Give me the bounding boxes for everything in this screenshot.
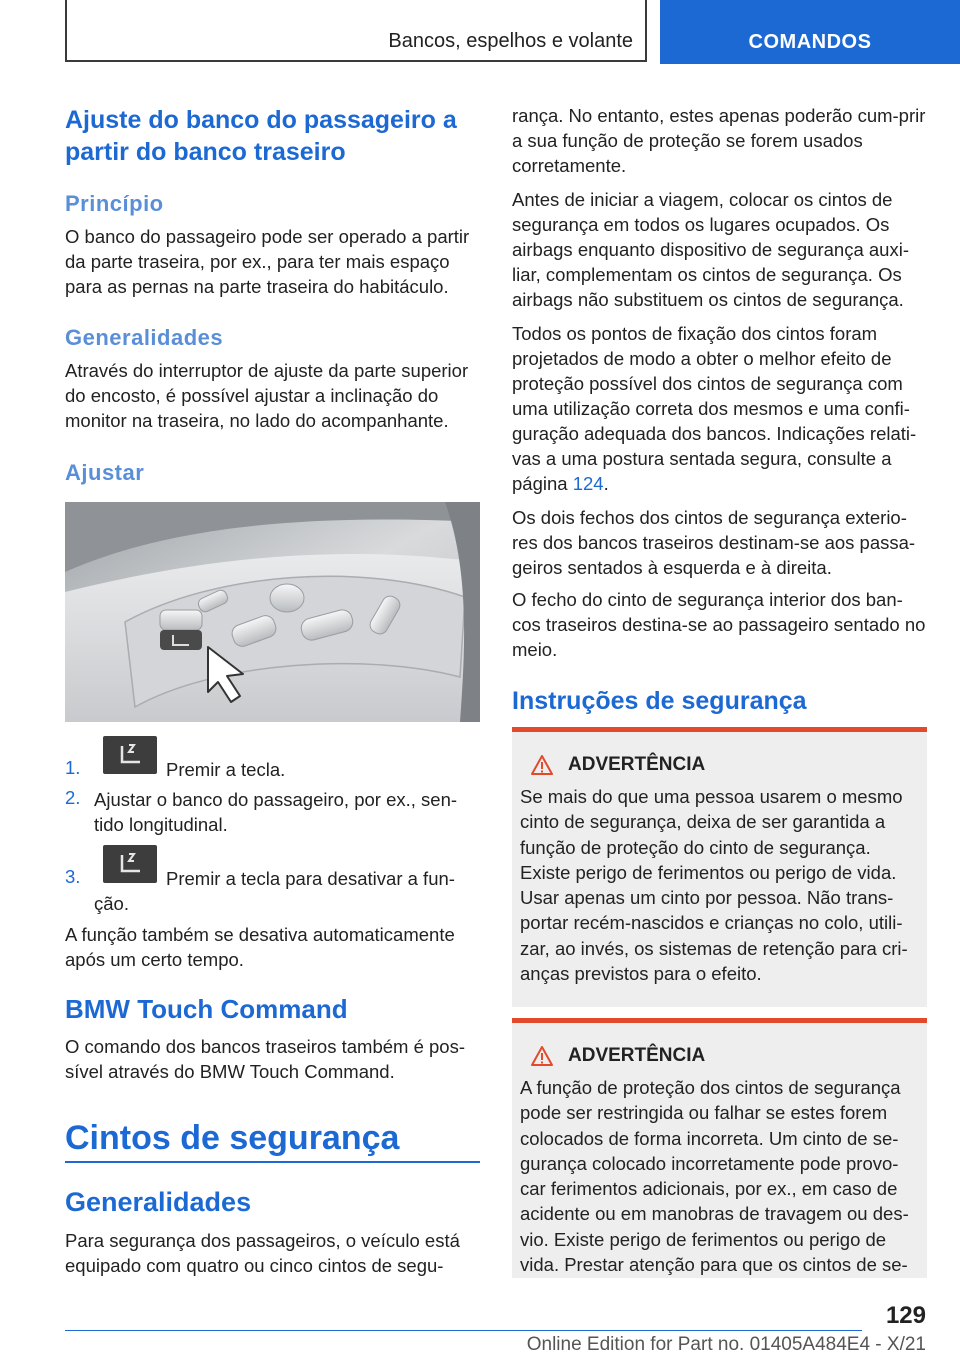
warning-text-1: Se mais do que uma pessoa usarem o mesmo cinto de segurança, deixa de ser garantida a função de proteção do cinto de segurança. Existe perigo de ferimentos ou perigo de vida. Usar apenas um cinto por pessoa. Não trans‐portar recém-nascidos e crianças no colo, utili‐zar, ao invés, os sistemas de retenção para cri‐anças previstos para o efeito.: [520, 786, 908, 985]
step-number-3: 3.: [65, 866, 81, 887]
warning-title-1-text: ADVERTÊNCIA: [568, 754, 706, 775]
chapter-title-cintos: Cintos de segurança: [65, 1119, 400, 1157]
step-text-3: Premir a tecla para desativar a fun‐ção.: [94, 868, 455, 914]
warning-text-2: A função de proteção dos cintos de segurança pode ser restringida ou falhar se estes forem colocados de forma incorreta. Um cinto de se‐gurança colocado incorretamente pode provo‐car ferimentos adicionais, por ex., em caso de acidente ou em manobras de travagem ou des‐vio. Existe perigo de ferimentos ou perigo de vida. Prestar atenção para que os cintos de se‐: [520, 1077, 909, 1276]
step-text-2: Ajustar o banco do passageiro, por ex., sen‐tido longitudinal.: [94, 789, 458, 835]
text-cintos-generalidades: Para segurança dos passageiros, o veículo está equipado com quatro ou cinco cintos de segu‐: [65, 1230, 460, 1276]
chapter-tab-label: COMANDOS: [748, 31, 872, 53]
section-title-passenger-seat: Ajuste do banco do passageiro a partir do banco traseiro: [65, 106, 457, 166]
text-right-p3-end: .: [603, 473, 609, 494]
step-number-1: 1.: [65, 757, 81, 778]
seat-key-icon: [103, 736, 157, 774]
warning-icon: [530, 1045, 554, 1067]
warning-box-1: [512, 727, 927, 1007]
text-right-p4: Os dois fechos dos cintos de segurança exterio‐res dos bancos traseiros destinam-se aos passa‐geiros sentados à esquerda e à direita.: [512, 507, 916, 578]
heading-safety-instructions: Instruções de segurança: [512, 687, 807, 715]
text-touch-command: O comando dos bancos traseiros também é pos‐sível através do BMW Touch Command.: [65, 1036, 465, 1082]
seat-controls-illustration: [65, 502, 480, 722]
heading-cintos-generalidades: Generalidades: [65, 1187, 252, 1217]
header-frame: [65, 0, 647, 62]
text-generalidades: Através do interruptor de ajuste da parte superior do encosto, é possível ajustar a inclinação do monitor na traseira, no lado do acompanhante.: [65, 360, 469, 431]
heading-bmw-touch-command: BMW Touch Command: [65, 994, 348, 1024]
warning-icon: [530, 754, 554, 776]
footer-edition: Online Edition for Part no. 01405A484E4 - X/21: [526, 1334, 926, 1355]
warning-title-2-text: ADVERTÊNCIA: [568, 1045, 706, 1066]
step-number-2: 2.: [65, 787, 81, 808]
heading-principio: Princípio: [65, 191, 164, 216]
warning-title-2: [520, 1045, 919, 1067]
page-link-124[interactable]: 124: [572, 473, 604, 494]
heading-ajustar: Ajustar: [65, 460, 145, 485]
step-text-1: Premir a tecla.: [166, 759, 286, 780]
title-underline: [65, 1161, 480, 1163]
text-right-p3-body: Todos os pontos de fixação dos cintos foram projetados de modo a obter o melhor efeito de proteção possível dos cintos de segurança com uma utilização correta dos mesmos e uma confi‐guração adequada dos bancos. Indicações relati‐vas a uma postura sentada segura, consulte a página: [512, 323, 917, 494]
text-right-p3: [512, 321, 930, 496]
text-auto-deactivate: A função também se desativa automaticamente após um certo tempo.: [65, 924, 455, 970]
text-right-p1: rança. No entanto, estes apenas poderão cum‐prir a sua função de proteção se forem usados corretamente.: [512, 105, 926, 176]
warning-box-2: [512, 1018, 927, 1278]
seat-controls-photo: [65, 502, 480, 722]
warning-title-1: [520, 754, 919, 776]
header-section-title: Bancos, espelhos e volante: [388, 30, 633, 52]
heading-generalidades: Generalidades: [65, 325, 224, 350]
footer-rule: [65, 1330, 862, 1331]
text-principio: O banco do passageiro pode ser operado a partir da parte traseira, por ex., para ter mais espaço para as pernas na parte traseira do habitáculo.: [65, 226, 470, 297]
text-right-p5: O fecho do cinto de segurança interior dos ban‐cos traseiros destina-se ao passageiro sentado no meio.: [512, 589, 926, 660]
page-number: 129: [885, 1302, 926, 1329]
chapter-tab[interactable]: [660, 0, 960, 64]
text-right-p2: Antes de iniciar a viagem, colocar os cintos de segurança em todos os lugares ocupados. Os airbags enquanto dispositivo de segurança auxi‐liar, complementam os cintos de segurança. Os airbags não substituem os cintos de segurança.: [512, 189, 909, 310]
